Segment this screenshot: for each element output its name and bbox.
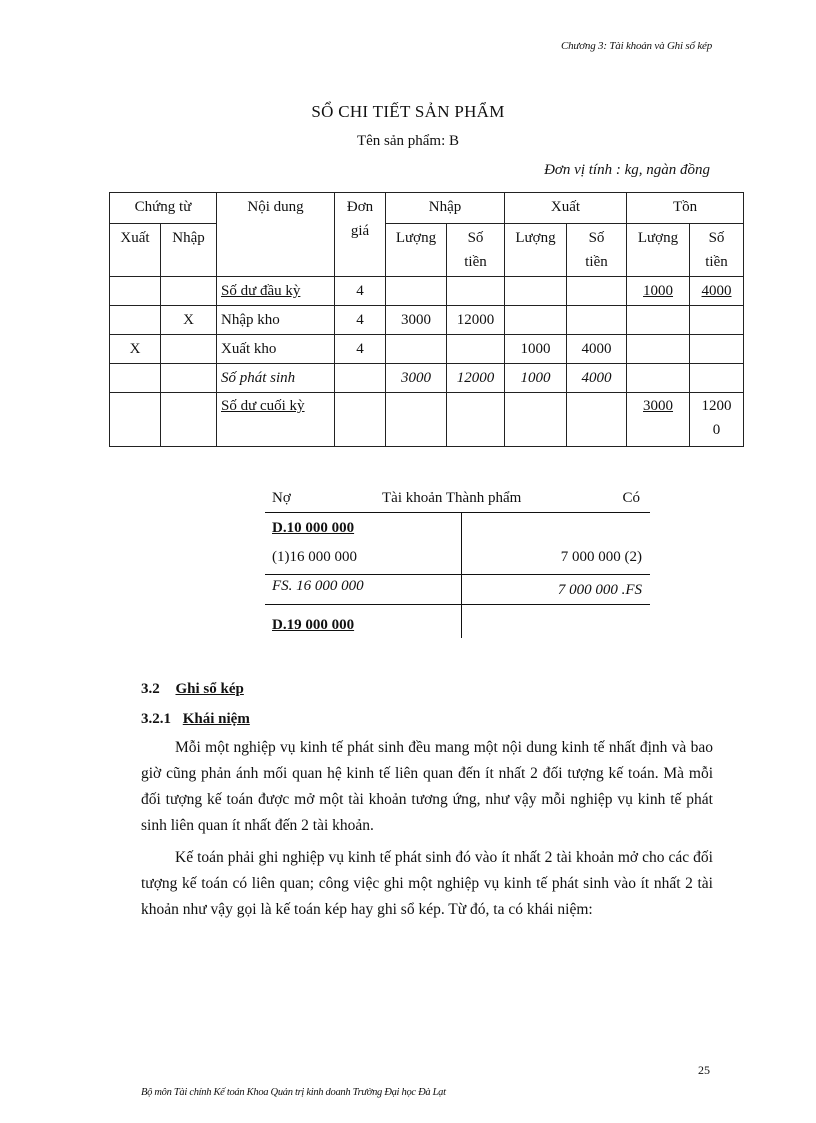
section-number: 3.2 [141, 681, 160, 697]
cell-xuat-tien [567, 277, 627, 306]
table-row [110, 277, 744, 306]
header-ct-xuat: Xuất [110, 224, 161, 277]
cell-xuat-luong: 1000 [505, 364, 567, 393]
cell-nhap-luong: 3000 [386, 306, 447, 335]
cell-ton-luong: 1000 [627, 277, 690, 306]
cell-ct-xuat [110, 306, 161, 335]
section-title: Ghi sổ kép [175, 681, 244, 697]
header-ct-nhap: Nhập [161, 224, 217, 277]
t-account-header [265, 490, 650, 513]
cell-nhap-tien: 12000 [447, 364, 505, 393]
cell-nhap-tien [447, 393, 505, 447]
cell-xuat-tien [567, 306, 627, 335]
product-ledger-table [109, 192, 744, 447]
header-chungtu: Chứng từ [110, 193, 217, 224]
section-heading [141, 681, 244, 698]
cell-ton-tien [690, 306, 744, 335]
cell-ton-luong: 3000 [627, 393, 690, 447]
t-account-separator [265, 604, 650, 605]
paragraph: Kế toán phải ghi nghiệp vụ kinh tế phát sinh đó vào ít nhất 2 tài khoản mở cho các đối tượng kế toán có liên quan; công việc ghi một nghiệp vụ kinh tế phát sinh vào ít nhất 2 tài khoản như vậy gọi là kế toán kép hay ghi sổ kép. Từ đó, ta có khái niệm: [141, 849, 713, 918]
header-xuat-sotien-text: Số tiền [585, 230, 608, 270]
cell-dongia [335, 364, 386, 393]
header-nhap-sotien [447, 224, 505, 277]
cell-ct-nhap [161, 393, 217, 447]
cell-ton-luong [627, 364, 690, 393]
table-row [110, 335, 744, 364]
header-nhap-luong: Lượng [386, 224, 447, 277]
header-nhap-sotien-text: Số tiền [464, 230, 487, 270]
t-account-fs-credit: 7 000 000 .FS [557, 582, 642, 598]
cell-ct-nhap [161, 335, 217, 364]
cell-nhap-luong: 3000 [386, 364, 447, 393]
cell-ct-nhap [161, 277, 217, 306]
t-account-name: Tài khoản Thành phẩm [382, 490, 522, 506]
table-row [110, 364, 744, 393]
header-xuat-luong: Lượng [505, 224, 567, 277]
t-account [265, 486, 650, 640]
t-account-opening-balance: D.10 000 000 [272, 520, 355, 536]
header-nhap: Nhập [386, 193, 505, 224]
header-dongia-text: Đơn giá [346, 199, 374, 239]
cell-noidung: Xuất kho [217, 335, 335, 364]
cell-dongia: 4 [335, 306, 386, 335]
cell-ton-luong [627, 335, 690, 364]
t-account-credit-entry: 7 000 000 (2) [560, 549, 642, 565]
t-account-fs-debit: FS. 16 000 000 [272, 578, 364, 594]
cell-ct-xuat [110, 277, 161, 306]
cell-noidung: Nhập kho [217, 306, 335, 335]
cell-ton-tien: 4000 [690, 277, 744, 306]
page-footer: Bộ môn Tài chính Kế toán Khoa Quản trị kinh doanh Trường Đại học Đà Lạt [141, 1087, 446, 1098]
t-account-separator [265, 574, 650, 575]
cell-noidung: Số dư đầu kỳ [217, 277, 335, 306]
cell-ton-luong [627, 306, 690, 335]
unit-of-measure: Đơn vị tính : kg, ngàn đồng [544, 162, 710, 178]
cell-xuat-tien: 4000 [567, 364, 627, 393]
body-text [141, 735, 713, 923]
cell-nhap-luong [386, 335, 447, 364]
header-ton-luong: Lượng [627, 224, 690, 277]
cell-ct-xuat [110, 393, 161, 447]
header-ton-sotien [690, 224, 744, 277]
cell-nhap-luong [386, 277, 447, 306]
header-xuat-sotien [567, 224, 627, 277]
cell-dongia: 4 [335, 277, 386, 306]
paragraph: Mỗi một nghiệp vụ kinh tế phát sinh đều mang một nội dung kinh tế nhất định và bao giờ cũng phản ánh mối quan hệ kinh tế liên quan đến ít nhất 2 đối tượng kế toán. Mà mỗi đối tượng kế toán được mở một tài khoản tương ứng, như vậy mỗi nghiệp vụ kinh tế phát sinh liên quan ít nhất đến 2 tài khoản. [141, 739, 713, 834]
cell-ton-tien-text: 12000 [701, 398, 732, 438]
table-row [110, 306, 744, 335]
header-ton-sotien-text: Số tiền [705, 230, 728, 270]
cell-xuat-luong: 1000 [505, 335, 567, 364]
table-row [110, 393, 744, 447]
cell-dongia [335, 393, 386, 447]
cell-noidung: Số phát sinh [217, 364, 335, 393]
subsection-title: Khái niệm [182, 711, 250, 727]
cell-xuat-luong [505, 277, 567, 306]
header-ton: Tồn [627, 193, 744, 224]
cell-xuat-tien [567, 393, 627, 447]
cell-xuat-luong [505, 393, 567, 447]
page-number: 25 [698, 1063, 710, 1077]
table-header-row [110, 193, 744, 224]
cell-ton-tien [690, 335, 744, 364]
cell-ct-nhap: X [161, 306, 217, 335]
cell-nhap-tien [447, 335, 505, 364]
cell-ct-nhap [161, 364, 217, 393]
cell-ct-xuat [110, 364, 161, 393]
cell-nhap-tien: 12000 [447, 306, 505, 335]
chapter-header: Chương 3: Tài khoản và Ghi sổ kép [560, 40, 712, 52]
product-name: Tên sản phẩm: B [356, 133, 460, 149]
cell-xuat-tien: 4000 [567, 335, 627, 364]
t-account-debit-entry: (1)16 000 000 [272, 549, 357, 565]
t-account-divider [461, 513, 462, 638]
cell-nhap-tien [447, 277, 505, 306]
cell-ct-xuat: X [110, 335, 161, 364]
document-title: SỔ CHI TIẾT SẢN PHẨM [311, 102, 505, 121]
cell-ton-tien [690, 364, 744, 393]
cell-ton-tien [690, 393, 744, 447]
t-account-credit-label: Có [622, 490, 640, 506]
header-dongia [335, 193, 386, 277]
header-xuat: Xuất [505, 193, 627, 224]
cell-xuat-luong [505, 306, 567, 335]
subsection-heading [141, 711, 250, 728]
t-account-debit-label: Nợ [272, 490, 291, 506]
cell-dongia: 4 [335, 335, 386, 364]
subsection-number: 3.2.1 [141, 711, 171, 727]
table-subheader-row [110, 224, 744, 277]
cell-noidung: Số dư cuối kỳ [217, 393, 335, 447]
cell-nhap-luong [386, 393, 447, 447]
t-account-closing-balance: D.19 000 000 [272, 617, 355, 633]
header-noidung: Nội dung [217, 193, 335, 277]
